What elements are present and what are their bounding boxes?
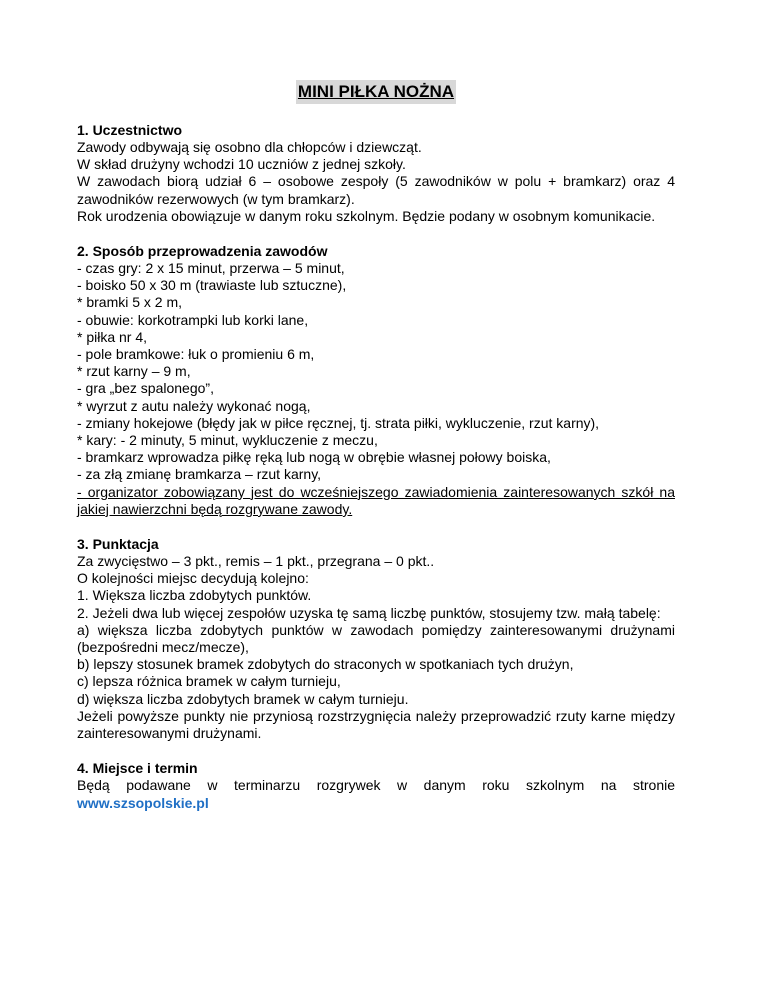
paragraph-line: Zawody odbywają się osobno dla chłopców i dziewcząt. xyxy=(77,139,422,155)
paragraph-line: b) lepszy stosunek bramek zdobytych do straconych w spotkaniach tych drużyn, xyxy=(77,656,574,673)
section-heading: 4. Miejsce i termin xyxy=(77,760,198,777)
paragraph-line: W zawodach biorą udział 6 – osobowe zespoły (5 zawodników w polu + bramkarz) oraz 4 zawodników rezerwowych (w tym bramkarz). xyxy=(77,173,675,207)
title-wrap xyxy=(77,80,675,104)
rule-item: * bramki 5 x 2 m, xyxy=(77,294,183,311)
paragraph-line: W skład drużyny wchodzi 10 uczniów z jednej szkoły. xyxy=(77,156,406,173)
document-page xyxy=(77,80,675,831)
paragraph-line: O kolejności miejsc decydują kolejno: xyxy=(77,570,309,587)
paragraph-line: 2. Jeżeli dwa lub więcej zespołów uzyska tę samą liczbę punktów, stosujemy tzw. małą tabelę: xyxy=(77,604,661,621)
section-punktacja xyxy=(77,536,675,742)
paragraph-line: Rok urodzenia obowiązuje w danym roku szkolnym. Będzie podany w osobnym komunikacie. xyxy=(77,207,656,224)
website-link[interactable]: www.szsopolskie.pl xyxy=(77,794,209,811)
paragraph-line: 1. Większa liczba zdobytych punktów. xyxy=(77,587,312,604)
section-heading: 1. Uczestnictwo xyxy=(77,122,183,138)
rule-item: * rzut karny – 9 m, xyxy=(77,363,191,380)
rule-item: * wyrzut z autu należy wykonać nogą, xyxy=(77,397,311,414)
paragraph-line: a) większa liczba zdobytych punktów w zawodach pomiędzy zainteresowanymi drużynami (bezpośredni mecz/mecze), xyxy=(77,621,675,656)
paragraph-line: d) większa liczba zdobytych bramek w całym turnieju. xyxy=(77,690,409,707)
paragraph-line: Jeżeli powyższe punkty nie przyniosą rozstrzygnięcia należy przeprowadzić rzuty karne między zainteresowanymi drużynami. xyxy=(77,707,675,742)
rule-item: - za złą zmianę bramkarza – rzut karny, xyxy=(77,466,322,483)
paragraph-line: Będą podawane w terminarzu rozgrywek w danym roku szkolnym na stronie xyxy=(77,777,675,794)
organizer-note: - organizator zobowiązany jest do wcześniejszego zawiadomienia zainteresowanych szkół na jakiej nawierzchni będą rozgrywane zawody. xyxy=(77,483,675,517)
rule-item: - obuwie: korkotrampki lub korki lane, xyxy=(77,311,309,328)
rule-item: - pole bramkowe: łuk o promieniu 6 m, xyxy=(77,346,315,363)
section-heading: 3. Punktacja xyxy=(77,536,159,553)
rule-item: - zmiany hokejowe (błędy jak w piłce ręcznej, tj. strata piłki, wykluczenie, rzut karny), xyxy=(77,414,600,431)
paragraph-line: Za zwycięstwo – 3 pkt., remis – 1 pkt., przegrana – 0 pkt.. xyxy=(77,553,435,570)
section-heading: 2. Sposób przeprowadzenia zawodów xyxy=(77,243,328,260)
rule-item: - bramkarz wprowadza piłkę ręką lub nogą w obrębie własnej połowy boiska, xyxy=(77,449,551,466)
rule-item: * kary: - 2 minuty, 5 minut, wykluczenie z meczu, xyxy=(77,432,378,449)
rule-item: - czas gry: 2 x 15 minut, przerwa – 5 minut, xyxy=(77,260,345,277)
rule-item: - gra „bez spalonego”, xyxy=(77,380,214,397)
rule-item: - boisko 50 x 30 m (trawiaste lub sztuczne), xyxy=(77,277,347,294)
section-sposob-przeprowadzenia xyxy=(77,243,675,518)
paragraph-line: c) lepsza różnica bramek w całym turnieju, xyxy=(77,673,341,690)
document-title: MINI PIŁKA NOŻNA xyxy=(296,80,456,104)
rule-item: * piłka nr 4, xyxy=(77,328,148,345)
section-uczestnictwo xyxy=(77,122,675,225)
section-miejsce-i-termin xyxy=(77,760,675,812)
